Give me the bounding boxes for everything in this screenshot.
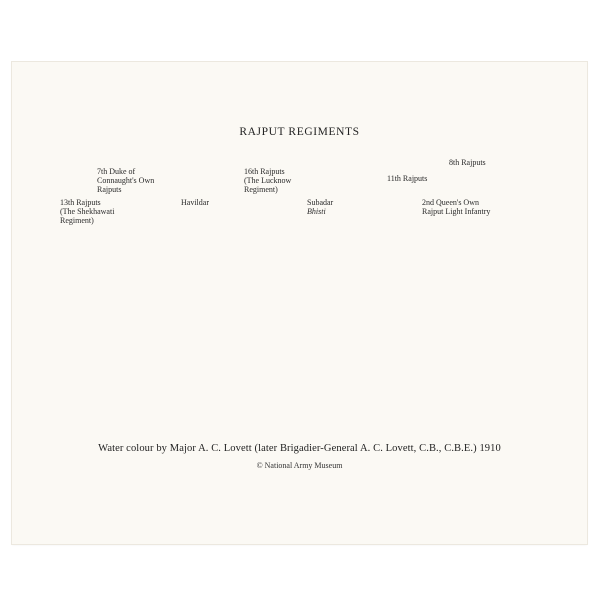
label-line: 7th Duke of	[97, 167, 136, 176]
label-line: Subadar	[307, 198, 334, 207]
label-line-italic: Bhisti	[307, 207, 326, 216]
page-title: RAJPUT REGIMENTS	[239, 126, 360, 138]
label-line: 13th Rajputs	[60, 198, 101, 207]
copyright-notice: © National Army Museum	[256, 461, 343, 470]
label-line: Havildar	[181, 198, 209, 207]
label-7th-duke-of-connaughts-own-rajputs	[97, 167, 154, 194]
label-line: Rajputs	[97, 185, 122, 194]
label-11th-rajputs	[387, 174, 427, 183]
label-line: (The Lucknow	[244, 176, 292, 185]
label-16th-rajputs	[244, 167, 291, 194]
label-line: 11th Rajputs	[387, 174, 428, 183]
label-line: (The Shekhawati	[60, 207, 115, 216]
label-8th-rajputs	[449, 158, 486, 167]
label-line: Regiment)	[244, 185, 278, 194]
label-line: 16th Rajputs	[244, 167, 285, 176]
label-line: 8th Rajputs	[449, 158, 486, 167]
print-card	[12, 62, 587, 544]
label-line: Rajput Light Infantry	[422, 207, 491, 216]
label-line: 2nd Queen's Own	[422, 198, 479, 207]
artist-credit: Water colour by Major A. C. Lovett (later Brigadier-General A. C. Lovett, C.B., C.B.E.) 1910	[98, 443, 501, 454]
label-2nd-queens-own-rajput-light-infantry	[422, 198, 490, 216]
label-subadar-bhisti	[307, 198, 333, 216]
label-13th-rajputs	[60, 198, 114, 225]
label-havildar	[181, 198, 209, 207]
label-line: Connaught's Own	[97, 176, 155, 185]
label-line: Regiment)	[60, 216, 94, 225]
